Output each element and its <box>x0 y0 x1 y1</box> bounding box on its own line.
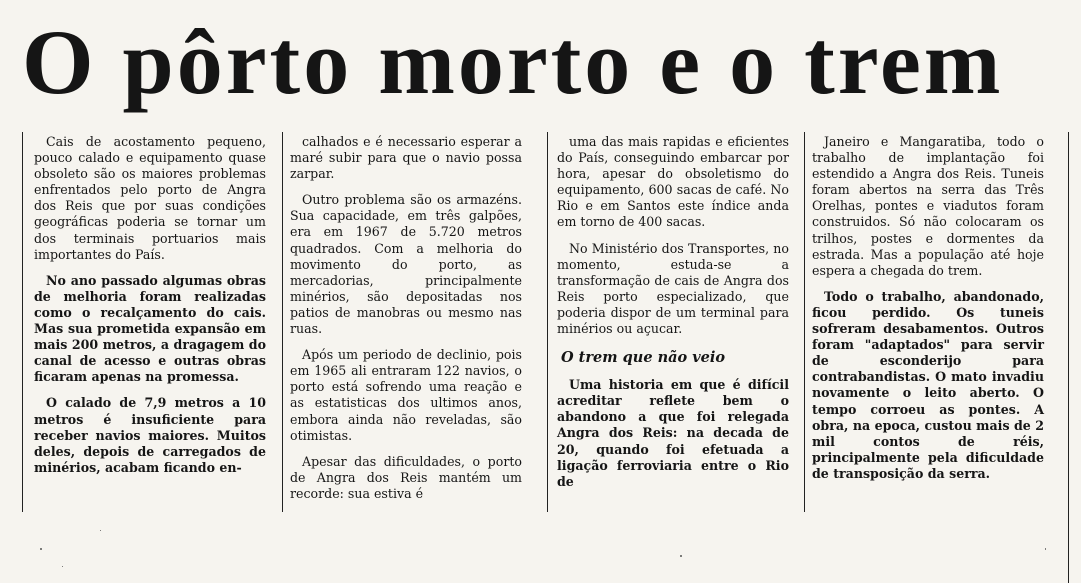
column-rule <box>547 132 548 512</box>
column-rule <box>804 132 805 512</box>
paragraph: uma das mais rapidas e eficientes do País, conseguindo embarcar por hora, apesar do obsoletismo do equipamento, 600 sacas de café. No Rio e em Santos este índice anda em torno de 400 sacas. <box>557 134 789 230</box>
scan-speck <box>100 530 101 531</box>
article-column-4 <box>812 134 1044 492</box>
article-column-2 <box>290 134 522 512</box>
scan-speck <box>40 548 42 550</box>
column-rule <box>1068 132 1069 583</box>
article-column-3 <box>557 134 789 500</box>
paragraph: Todo o trabalho, abandonado, ficou perdido. Os tuneis sofreram desabamentos. Outros foram "adaptados" para servir de esconderijo para contrabandistas. O mato invadiu novamente o leito aberto. O tempo corroeu as pontes. A obra, na epoca, custou mais de 2 mil contos de réis, principalmente pela dificuldade de transposição da serra. <box>812 288 1044 481</box>
section-subhead: O trem que não veio <box>561 349 726 367</box>
paragraph: O calado de 7,9 metros a 10 metros é insuficiente para receber navios maiores. Muitos deles, depois de carregados de minérios, acabam ficando en- <box>34 395 266 475</box>
headline: O pôrto morto e o trem <box>22 11 1004 113</box>
paragraph: Apesar das dificuldades, o porto de Angra dos Reis mantém um recorde: sua estiva é <box>290 453 522 501</box>
paragraph: Outro problema são os armazéns. Sua capacidade, em três galpões, era em 1967 de 5.720 metros quadrados. Com a melhoria do movimento do porto, as mercadorias, principalmente minérios, são depositadas nos patios de manobras ou mesmo nas ruas. <box>290 192 522 337</box>
paragraph: Uma historia em que é difícil acreditar reflete bem o abandono a que foi relegada Angra dos Reis: na decada de 20, quando foi efetuada a ligação ferroviaria entre o Rio de <box>557 377 789 489</box>
paragraph: No Ministério dos Transportes, no momento, estuda-se a transformação de cais de Angra dos Reis porto especializado, que poderia dispor de um terminal para minérios ou açucar. <box>557 240 789 337</box>
paragraph: Janeiro e Mangaratiba, todo o trabalho de implantação foi estendido a Angra dos Reis. Tuneis foram abertos na serra das Três Orelhas, pontes e viadutos foram construidos. Só não colocaram os trilhos, postes e dormentes da estrada. Mas a população até hoje espera a chegada do trem. <box>812 134 1044 278</box>
paragraph: No ano passado algumas obras de melhoria foram realizadas como o recalçamento do cais. Mas sua prometida expansão em mais 200 metros, a dragagem do canal de acesso e outras obras ficaram apenas na promessa. <box>34 272 266 385</box>
column-rule <box>22 132 23 512</box>
column-rule <box>282 132 283 512</box>
paragraph: Cais de acostamento pequeno, pouco calado e equipamento quase obsoleto são os maiores problemas enfrentados pelo porto de Angra dos Reis que por suas condições geográficas poderia se tornar um dos terminais portuarios mais importantes do País. <box>34 134 266 262</box>
scan-speck <box>680 555 682 557</box>
paragraph: Após um periodo de declinio, pois em 1965 ali entraram 122 navios, o porto está sofrendo uma reação e as estatisticas dos ultimos anos, embora ainda não reveladas, são otimistas. <box>290 347 522 443</box>
paragraph: calhados e é necessario esperar a maré subir para que o navio possa zarpar. <box>290 134 522 182</box>
article-column-1 <box>34 134 266 486</box>
scan-speck <box>1045 548 1046 550</box>
scan-speck <box>62 566 63 567</box>
